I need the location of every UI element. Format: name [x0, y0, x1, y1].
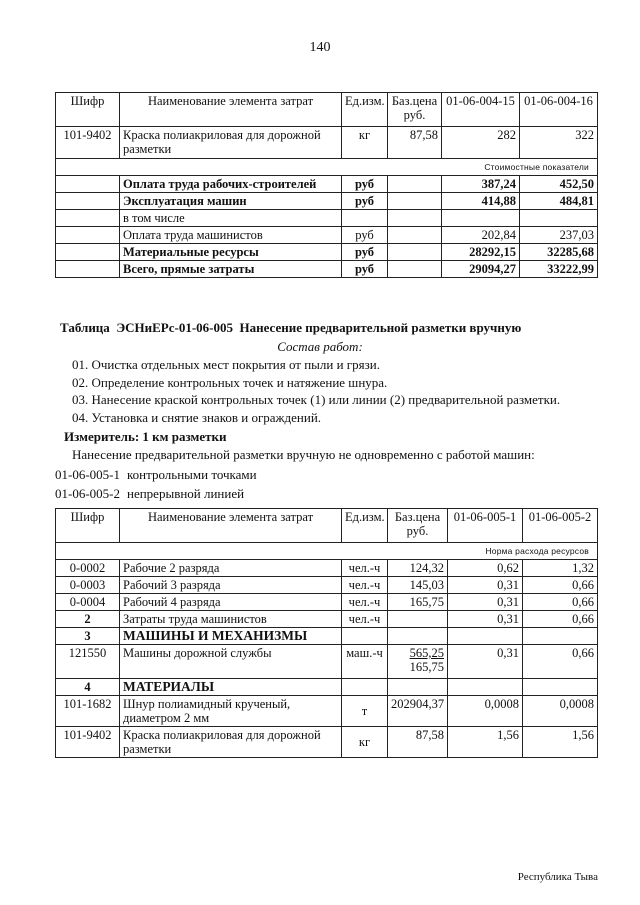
cost-table-1	[55, 92, 598, 278]
value-cell: 0,0008	[523, 696, 598, 727]
empty-cell	[448, 628, 523, 645]
variant-item	[55, 465, 257, 484]
section-code: 3	[56, 628, 120, 645]
value-cell: 1,32	[523, 560, 598, 577]
name-cell: Рабочий 4 разряда	[120, 594, 342, 611]
unit-cell: т	[342, 696, 388, 727]
value-cell: 0,31	[448, 594, 523, 611]
price-cell	[388, 261, 442, 278]
work-composition-heading: Состав работ:	[277, 339, 363, 354]
table-row	[56, 727, 598, 758]
variant-note: Нанесение предварительной разметки вручную не одновременно с работой машин:	[72, 447, 535, 462]
value-cell: 414,88	[442, 193, 520, 210]
price-cell: 87,58	[388, 727, 448, 758]
title-prefix: Таблица	[60, 320, 110, 335]
name-cell: Шнур полиамидный крученый, диаметром 2 мм	[120, 696, 342, 727]
variant-label: контрольными точками	[127, 467, 257, 482]
price-cell	[388, 645, 448, 679]
unit-cell: руб	[342, 227, 388, 244]
section-title: МАШИНЫ И МЕХАНИЗМЫ	[120, 628, 342, 645]
value-cell: 0,31	[448, 645, 523, 679]
name-cell: Машины дорожной службы	[120, 645, 342, 679]
code-cell	[56, 210, 120, 227]
header-cell: Наименование элемента затрат	[120, 509, 342, 543]
name-cell: Затраты труда машинистов	[120, 611, 342, 628]
value-cell: 1,56	[448, 727, 523, 758]
unit-cell: чел.-ч	[342, 560, 388, 577]
work-step: 03. Нанесение краской контрольных точек (1) или линии (2) предварительной разметки.	[72, 392, 561, 407]
value-cell: 322	[520, 127, 598, 159]
unit-cell	[342, 210, 388, 227]
table-row	[56, 193, 598, 210]
variant-code: 01-06-005-1	[55, 467, 120, 482]
empty-cell	[523, 628, 598, 645]
table-row	[56, 210, 598, 227]
table-row	[56, 176, 598, 193]
empty-cell	[388, 628, 448, 645]
unit-cell: чел.-ч	[342, 611, 388, 628]
work-steps-list	[72, 356, 560, 426]
section-heading-row	[56, 628, 598, 645]
header-cell: Наименование элемента затрат	[120, 93, 342, 127]
value-cell: 202,84	[442, 227, 520, 244]
value-cell: 0,66	[523, 611, 598, 628]
header-cell: Ед.изм.	[342, 93, 388, 127]
value-cell: 0,66	[523, 577, 598, 594]
code-cell: 101-9402	[56, 127, 120, 159]
header-cell: Шифр	[56, 509, 120, 543]
title-text: Нанесение предварительной разметки вручную	[239, 320, 522, 335]
name-cell: Оплата труда машинистов	[120, 227, 342, 244]
empty-cell	[342, 628, 388, 645]
variant-item	[55, 484, 257, 503]
header-cell: Ед.изм.	[342, 509, 388, 543]
page-number: 140	[309, 40, 331, 55]
unit-cell: кг	[342, 727, 388, 758]
value-cell: 0,66	[523, 594, 598, 611]
unit-cell: руб	[342, 244, 388, 261]
section-label-row	[56, 543, 598, 560]
unit-cell: руб	[342, 193, 388, 210]
value-cell: 237,03	[520, 227, 598, 244]
table-row	[56, 611, 598, 628]
value-cell: 387,24	[442, 176, 520, 193]
unit-cell: руб	[342, 176, 388, 193]
empty-cell	[342, 679, 388, 696]
value-cell: 0,31	[448, 611, 523, 628]
table-row	[56, 645, 598, 679]
name-cell: Оплата труда рабочих-строителей	[120, 176, 342, 193]
value-cell: 282	[442, 127, 520, 159]
value-cell	[520, 210, 598, 227]
header-cell: Баз.цена руб.	[388, 93, 442, 127]
name-cell: Краска полиакриловая для дорожной разметки	[120, 727, 342, 758]
code-cell: 0-0002	[56, 560, 120, 577]
empty-cell	[448, 679, 523, 696]
variant-code: 01-06-005-2	[55, 486, 120, 501]
title-code: ЭСНиЕРс-01-06-005	[116, 320, 233, 335]
code-cell: 2	[56, 611, 120, 628]
price-cell: 202904,37	[388, 696, 448, 727]
price-cell	[388, 611, 448, 628]
unit-cell: руб	[342, 261, 388, 278]
price-cell	[388, 244, 442, 261]
measurement-unit: Измеритель: 1 км разметки	[64, 429, 227, 444]
section-label: Норма расхода ресурсов	[56, 543, 598, 560]
header-cell: Баз.цена руб.	[388, 509, 448, 543]
header-cell: 01-06-004-16	[520, 93, 598, 127]
empty-cell	[388, 679, 448, 696]
name-cell: Рабочий 3 разряда	[120, 577, 342, 594]
table-row	[56, 560, 598, 577]
name-cell: Всего, прямые затраты	[120, 261, 342, 278]
table-row	[56, 127, 598, 159]
table-row	[56, 696, 598, 727]
footer-region: Республика Тыва	[517, 871, 598, 883]
header-cell: 01-06-004-15	[442, 93, 520, 127]
table-row	[56, 244, 598, 261]
table-header-row	[56, 93, 598, 127]
code-cell	[56, 176, 120, 193]
price-cell	[388, 193, 442, 210]
unit-cell: чел.-ч	[342, 594, 388, 611]
code-cell	[56, 227, 120, 244]
name-cell: Материальные ресурсы	[120, 244, 342, 261]
table-row	[56, 577, 598, 594]
value-cell: 484,81	[520, 193, 598, 210]
table-row	[56, 594, 598, 611]
section-label-row	[56, 159, 598, 176]
section-heading-row	[56, 679, 598, 696]
section-title: МАТЕРИАЛЫ	[120, 679, 342, 696]
price-cell	[388, 176, 442, 193]
price-cell: 145,03	[388, 577, 448, 594]
value-cell: 0,66	[523, 645, 598, 679]
code-cell: 0-0004	[56, 594, 120, 611]
price-cell: 165,75	[388, 594, 448, 611]
value-cell: 0,31	[448, 577, 523, 594]
price-cell	[388, 210, 442, 227]
name-cell: в том числе	[120, 210, 342, 227]
value-cell	[442, 210, 520, 227]
code-cell: 101-9402	[56, 727, 120, 758]
unit-cell: чел.-ч	[342, 577, 388, 594]
empty-cell	[523, 679, 598, 696]
name-cell: Краска полиакриловая для дорожной разметки	[120, 127, 342, 159]
section-code: 4	[56, 679, 120, 696]
price-cell	[388, 227, 442, 244]
table-title	[60, 320, 521, 336]
unit-cell: кг	[342, 127, 388, 159]
code-cell: 101-1682	[56, 696, 120, 727]
value-cell: 28292,15	[442, 244, 520, 261]
cost-table-2	[55, 508, 598, 758]
table-row	[56, 227, 598, 244]
value-cell: 0,62	[448, 560, 523, 577]
price-cell: 124,32	[388, 560, 448, 577]
name-cell: Эксплуатация машин	[120, 193, 342, 210]
price-cell: 87,58	[388, 127, 442, 159]
value-cell: 33222,99	[520, 261, 598, 278]
work-step: 01. Очистка отдельных мест покрытия от пыли и грязи.	[72, 357, 380, 372]
variant-list	[55, 465, 257, 503]
variant-label: непрерывной линией	[127, 486, 245, 501]
header-cell: 01-06-005-2	[523, 509, 598, 543]
work-step: 04. Установка и снятие знаков и ограждений.	[72, 409, 322, 425]
code-cell	[56, 261, 120, 278]
value-cell: 1,56	[523, 727, 598, 758]
value-cell: 29094,27	[442, 261, 520, 278]
header-cell: 01-06-005-1	[448, 509, 523, 543]
value-cell: 0,0008	[448, 696, 523, 727]
code-cell: 0-0003	[56, 577, 120, 594]
value-cell: 452,50	[520, 176, 598, 193]
price-value: 165,75	[409, 660, 444, 674]
price-value: 565,25	[409, 646, 444, 660]
section-label: Стоимостные показатели	[56, 159, 598, 176]
name-cell: Рабочие 2 разряда	[120, 560, 342, 577]
code-cell	[56, 193, 120, 210]
value-cell: 32285,68	[520, 244, 598, 261]
table-header-row	[56, 509, 598, 543]
work-step: 02. Определение контрольных точек и натяжение шнура.	[72, 374, 388, 390]
header-cell: Шифр	[56, 93, 120, 127]
code-cell	[56, 244, 120, 261]
code-cell: 121550	[56, 645, 120, 679]
table-row	[56, 261, 598, 278]
unit-cell: маш.-ч	[342, 645, 388, 679]
